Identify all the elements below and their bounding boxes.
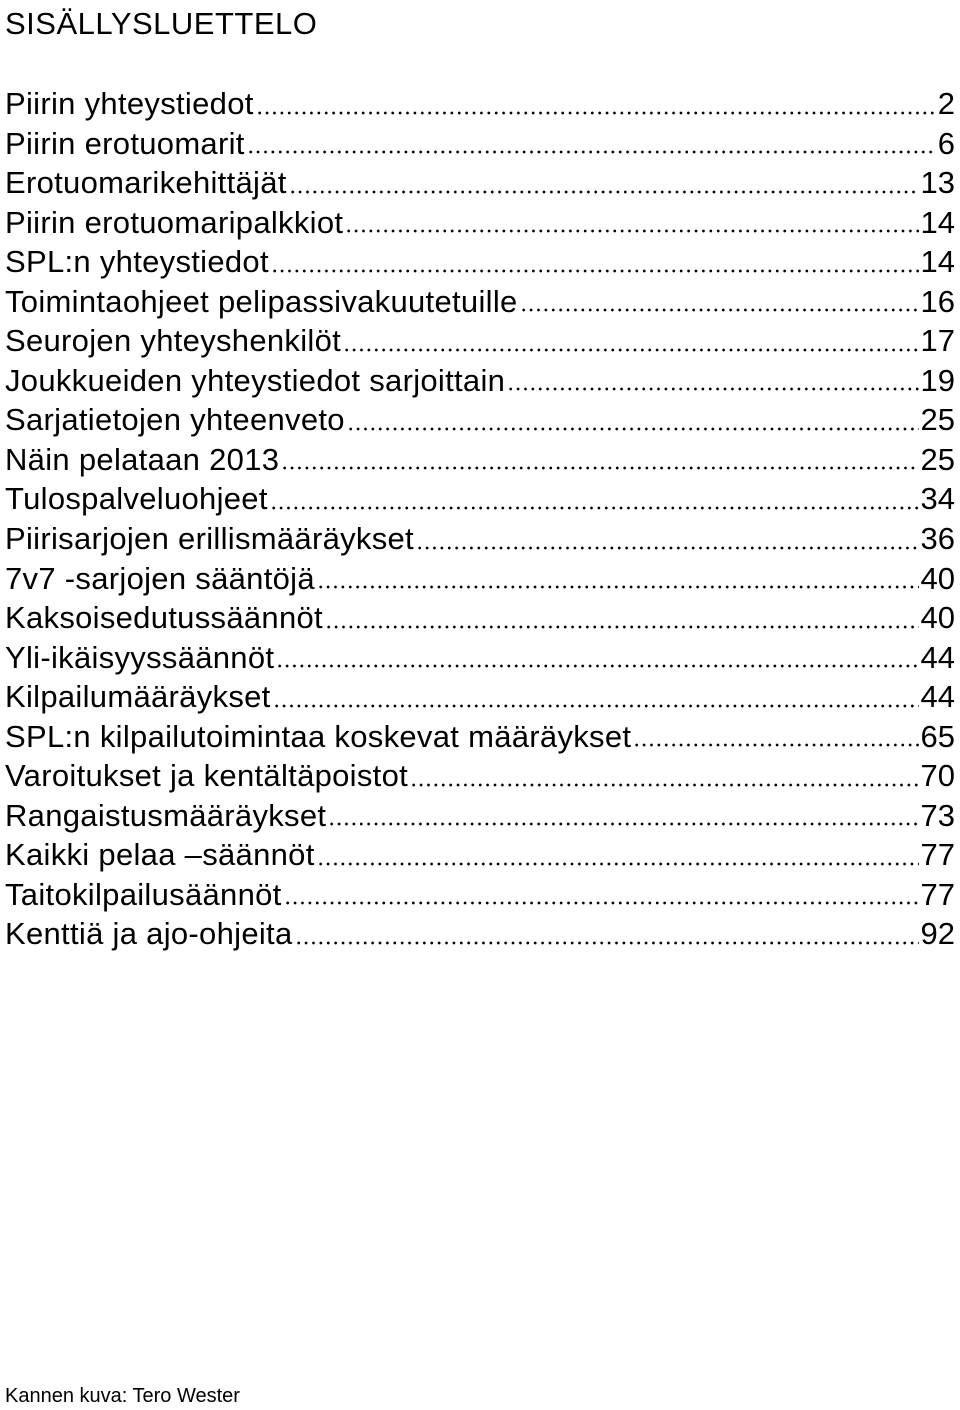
- toc-entry-label: Varoitukset ja kentältäpoistot: [5, 758, 409, 794]
- dot-leader: [325, 615, 919, 629]
- toc-entry-label: Kilpailumääräykset: [5, 679, 271, 715]
- dot-leader: [343, 338, 918, 352]
- toc-entry-page-number: 73: [920, 797, 955, 833]
- toc-entry[interactable]: [5, 321, 955, 361]
- toc-entry[interactable]: [5, 124, 955, 164]
- toc-entry-page-number: 92: [920, 916, 955, 952]
- toc-entry[interactable]: [5, 875, 955, 915]
- toc-entry[interactable]: [5, 756, 955, 796]
- toc-entry[interactable]: [5, 677, 955, 717]
- toc-entry[interactable]: [5, 914, 955, 954]
- toc-entry-label: Piirin erotuomarit: [5, 125, 245, 161]
- dot-leader: [328, 812, 918, 826]
- toc-entry[interactable]: [5, 440, 955, 480]
- toc-entry-page-number: 40: [920, 560, 955, 596]
- toc-entry[interactable]: [5, 835, 955, 875]
- dot-leader: [295, 931, 919, 945]
- toc-entry[interactable]: [5, 717, 955, 757]
- toc-entry-page-number: 16: [920, 283, 955, 319]
- dot-leader: [271, 259, 919, 273]
- toc-entry[interactable]: [5, 796, 955, 836]
- toc-entry[interactable]: [5, 638, 955, 678]
- toc-entry-label: Yli-ikäisyyssäännöt: [5, 639, 275, 675]
- toc-entry-label: Piirin erotuomaripalkkiot: [5, 204, 344, 240]
- dot-leader: [347, 417, 919, 431]
- toc-entry[interactable]: [5, 519, 955, 559]
- toc-entry[interactable]: [5, 400, 955, 440]
- toc-entry-label: 7v7 -sarjojen sääntöjä: [5, 560, 315, 596]
- dot-leader: [633, 733, 918, 747]
- toc-entry[interactable]: [5, 559, 955, 599]
- toc-entry-page-number: 40: [920, 600, 955, 636]
- toc-entry-label: Kaikki pelaa –säännöt: [5, 837, 315, 873]
- toc-entry[interactable]: [5, 361, 955, 401]
- toc-entry-page-number: 70: [920, 758, 955, 794]
- table-of-contents: [5, 84, 955, 954]
- toc-entry-label: Piirisarjojen erillismääräykset: [5, 521, 414, 557]
- dot-leader: [410, 773, 918, 787]
- dot-leader: [270, 496, 919, 510]
- toc-entry-label: Erotuomarikehittäjät: [5, 165, 287, 201]
- dot-leader: [416, 536, 919, 550]
- dot-leader: [317, 575, 919, 589]
- toc-entry[interactable]: [5, 282, 955, 322]
- toc-entry-label: Näin pelataan 2013: [5, 441, 280, 477]
- toc-entry-page-number: 25: [920, 441, 955, 477]
- toc-entry-page-number: 44: [920, 639, 955, 675]
- toc-entry-label: SPL:n kilpailutoimintaa koskevat määräykset: [5, 718, 632, 754]
- toc-entry-label: SPL:n yhteystiedot: [5, 244, 269, 280]
- toc-entry-label: Rangaistusmääräykset: [5, 797, 327, 833]
- toc-entry-page-number: 17: [920, 323, 955, 359]
- dot-leader: [345, 219, 918, 233]
- toc-entry[interactable]: [5, 242, 955, 282]
- toc-entry-page-number: 77: [920, 837, 955, 873]
- toc-entry-page-number: 77: [920, 876, 955, 912]
- toc-entry-page-number: 36: [920, 521, 955, 557]
- dot-leader: [317, 852, 919, 866]
- toc-entry-page-number: 14: [920, 204, 955, 240]
- toc-entry-page-number: 13: [920, 165, 955, 201]
- toc-entry-label: Piirin yhteystiedot: [5, 86, 254, 121]
- toc-entry-page-number: 19: [920, 362, 955, 398]
- toc-entry-page-number: 25: [920, 402, 955, 438]
- toc-entry-label: Toimintaohjeet pelipassivakuutetuille: [5, 283, 518, 319]
- toc-entry[interactable]: [5, 479, 955, 519]
- dot-leader: [247, 140, 936, 154]
- cover-photo-credit: Kannen kuva: Tero Wester: [5, 1385, 240, 1407]
- page-title: SISÄLLYSLUETTELO: [5, 6, 318, 41]
- toc-entry-page-number: 34: [920, 481, 955, 517]
- dot-leader: [281, 456, 918, 470]
- toc-entry[interactable]: [5, 598, 955, 638]
- toc-entry-page-number: 14: [920, 244, 955, 280]
- dot-leader: [273, 694, 919, 708]
- dot-leader: [276, 654, 918, 668]
- dot-leader: [284, 891, 919, 905]
- toc-entry[interactable]: [5, 203, 955, 243]
- toc-entry-page-number: 2: [937, 86, 955, 121]
- toc-entry-label: Taitokilpailusäännöt: [5, 876, 282, 912]
- dot-leader: [507, 377, 918, 391]
- dot-leader: [289, 180, 919, 194]
- toc-entry-label: Joukkueiden yhteystiedot sarjoittain: [5, 362, 506, 398]
- toc-entry-label: Sarjatietojen yhteenveto: [5, 402, 345, 438]
- toc-entry-label: Kaksoisedutussäännöt: [5, 600, 323, 636]
- dot-leader: [520, 298, 919, 312]
- dot-leader: [256, 101, 936, 115]
- toc-entry-label: Kenttiä ja ajo-ohjeita: [5, 916, 293, 952]
- toc-entry-page-number: 44: [920, 679, 955, 715]
- toc-entry-page-number: 6: [937, 125, 955, 161]
- toc-entry-label: Tulospalveluohjeet: [5, 481, 268, 517]
- toc-entry-page-number: 65: [920, 718, 955, 754]
- toc-entry-label: Seurojen yhteyshenkilöt: [5, 323, 342, 359]
- toc-entry[interactable]: [5, 163, 955, 203]
- toc-entry[interactable]: [5, 84, 955, 124]
